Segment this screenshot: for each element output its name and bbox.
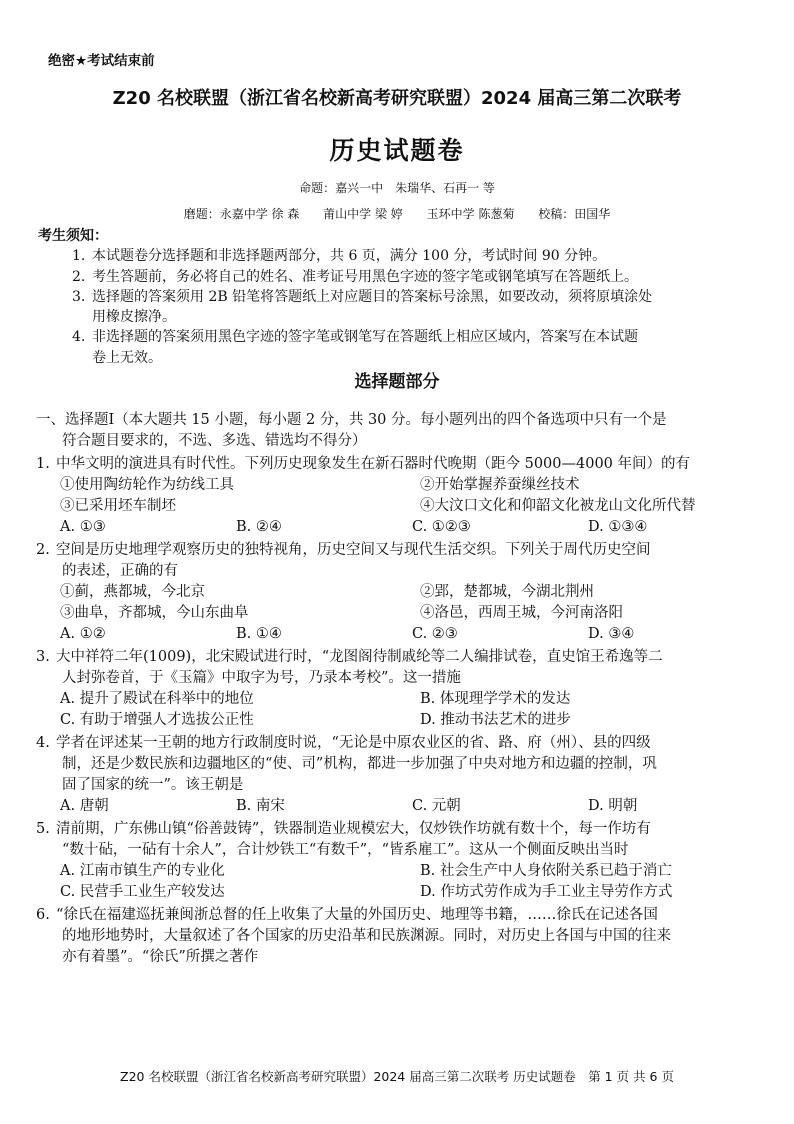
question-5 xyxy=(36,819,764,903)
notice-text: 非选择题的答案须用黑色字迹的签字笔或钢笔写在答题纸上相应区域内，答案写在本试题 xyxy=(92,329,638,346)
question-stem-cont: 固了国家的统一”。该王朝是 xyxy=(62,777,244,794)
option-a: A. 提升了殿试在科举中的地位 xyxy=(60,691,254,708)
question-number: 3. xyxy=(36,649,50,666)
part-instruction-cont: 符合题目要求的，不选、多选、错选均不得分） xyxy=(62,433,367,450)
question-stem-cont: 的地形地势时，大量叙述了各个国家的历史沿革和民族渊源。同时，对历史上各国与中国的往来 xyxy=(62,928,671,945)
credits-setters: 命题：嘉兴一中 朱瑞华、石再一 等 xyxy=(299,181,495,195)
notice-text: 选择题的答案须用 2B 铅笔将答题纸上对应题目的答案标号涂黑，如要改动，须将原填涂处 xyxy=(92,288,653,305)
proofreader: 校稿：田国华 xyxy=(538,207,611,221)
option-c: C. 民营手工业生产较发达 xyxy=(60,884,225,901)
notice-number: 2. xyxy=(72,268,86,285)
notice-text-cont: 用橡皮擦净。 xyxy=(92,309,176,326)
candidate-notice xyxy=(38,226,768,368)
statement: ③已采用坯车制坯 xyxy=(60,498,176,515)
option-d: D. 作坊式劳作成为手工业主导劳作方式 xyxy=(420,884,673,901)
question-number: 2. xyxy=(36,542,50,559)
question-stem-cont: 亦有着墨”。“徐氏”所撰之著作 xyxy=(62,949,259,966)
section-title: 选择题部分 xyxy=(354,372,440,392)
question-number: 5. xyxy=(36,821,50,838)
option-c: C. ①②③ xyxy=(412,519,471,536)
credits-reviewers xyxy=(0,206,794,223)
question-stem: 大中祥符二年(1009)，北宋殿试进行时，“龙图阁待制戚纶等二人编排试卷，直史馆王希逸等二 xyxy=(56,649,663,666)
option-b: B. 社会生产中人身依附关系已趋于消亡 xyxy=(420,863,672,880)
notice-text-cont: 卷上无效。 xyxy=(92,349,162,366)
paper-title: 历史试题卷 xyxy=(329,136,465,165)
notice-item xyxy=(72,246,768,266)
question-stem-cont: 人封弥卷首，于《玉篇》中取字为号，乃录本考校”。这一措施 xyxy=(62,670,461,687)
option-c: C. 元朝 xyxy=(412,798,461,815)
question-stem: 空间是历史地理学观察历史的独特视角，历史空间又与现代生活交织。下列关于周代历史空间 xyxy=(56,542,651,559)
reviewer-2: 莆山中学 梁 婷 xyxy=(323,207,403,221)
option-d: D. ①③④ xyxy=(588,519,648,536)
notice-heading: 考生须知： xyxy=(38,228,108,244)
question-1 xyxy=(36,454,764,538)
notice-text: 本试题卷分选择题和非选择题两部分，共 6 页，满分 100 分，考试时间 90 分钟。 xyxy=(92,248,607,265)
notice-item xyxy=(72,327,768,368)
question-4 xyxy=(36,733,764,817)
option-a: A. ①② xyxy=(60,626,106,643)
exam-title: Z20 名校联盟（浙江省名校新高考研究联盟）2024 届高三第二次联考 xyxy=(112,88,682,109)
statement: ④洛邑，西周王城，今河南洛阳 xyxy=(420,605,623,622)
question-stem: “徐氏在福建巡抚兼闽浙总督的任上收集了大量的外国历史、地理等书籍，……徐氏在记述各国 xyxy=(56,907,658,924)
option-b: B. ②④ xyxy=(236,519,282,536)
option-d: D. 明朝 xyxy=(588,798,638,815)
question-number: 6. xyxy=(36,907,50,924)
option-c: C. 有助于增强人才选拔公正性 xyxy=(60,712,254,729)
question-number: 4. xyxy=(36,735,50,752)
question-stem: 中华文明的演进具有时代性。下列历史现象发生在新石器时代晚期（距今 5000—4000 年间）的有 xyxy=(56,456,691,473)
option-a: A. 唐朝 xyxy=(60,798,109,815)
option-d: D. 推动书法艺术的进步 xyxy=(420,712,571,729)
notice-item xyxy=(72,267,768,287)
reviewer-1: 磨题：永嘉中学 徐 森 xyxy=(183,207,300,221)
notice-text: 考生答题前，务必将自己的姓名、准考证号用黑色字迹的签字笔或钢笔填写在答题纸上。 xyxy=(92,268,638,285)
part-instruction: 一、选择题Ⅰ（本大题共 15 小题，每小题 2 分，共 30 分。每小题列出的四个备选项中只有一个是 xyxy=(36,412,667,428)
question-stem-cont: “数十砧，一砧有十余人”，合计炒铁工“有数千”，“皆系雇工”。这从一个侧面反映出当时 xyxy=(62,842,629,859)
questions-area xyxy=(36,410,764,968)
statement: ③曲阜，齐都城，今山东曲阜 xyxy=(60,605,249,622)
statement: ②开始掌握养蚕缫丝技术 xyxy=(420,477,580,494)
question-stem: 清前期，广东佛山镇“俗善鼓铸”，铁器制造业规模宏大，仅炒铁作坊就有数十个，每一作坊有 xyxy=(56,821,651,838)
question-number: 1. xyxy=(36,456,50,473)
notice-number: 3. xyxy=(72,288,86,305)
option-b: B. ①④ xyxy=(236,626,282,643)
statement: ①蓟，燕都城，今北京 xyxy=(60,584,205,601)
option-b: B. 南宋 xyxy=(236,798,285,815)
notice-number: 1. xyxy=(72,248,86,265)
statement: ①使用陶纺轮作为纺线工具 xyxy=(60,477,234,494)
option-a: A. ①③ xyxy=(60,519,106,536)
notice-number: 4. xyxy=(72,329,86,346)
question-6 xyxy=(36,905,764,968)
notice-item xyxy=(72,287,768,328)
option-c: C. ②③ xyxy=(412,626,458,643)
confidential-mark: 绝密★考试结束前 xyxy=(48,53,155,69)
reviewer-3: 玉环中学 陈葱菊 xyxy=(426,207,515,221)
option-d: D. ③④ xyxy=(588,626,635,643)
option-a: A. 江南市镇生产的专业化 xyxy=(60,863,225,880)
statement: ②郢，楚都城，今湖北荆州 xyxy=(420,584,594,601)
statement: ④大汶口文化和仰韶文化被龙山文化所代替 xyxy=(420,498,696,515)
question-3 xyxy=(36,647,764,731)
question-2 xyxy=(36,540,764,645)
question-stem-cont: 的表述，正确的有 xyxy=(62,563,178,580)
option-b: B. 体现理学学术的发达 xyxy=(420,691,571,708)
question-stem-cont: 制，还是少数民族和边疆地区的“使、司”机构，都进一步加强了中央对地方和边疆的控制，巩 xyxy=(62,756,657,773)
page-footer: Z20 名校联盟（浙江省名校新高考研究联盟）2024 届高三第二次联考 历史试题卷 第 1 页 共 6 页 xyxy=(120,1069,674,1084)
question-stem: 学者在评述某一王朝的地方行政制度时说，“无论是中原农业区的省、路、府（州）、县的四级 xyxy=(56,735,651,752)
